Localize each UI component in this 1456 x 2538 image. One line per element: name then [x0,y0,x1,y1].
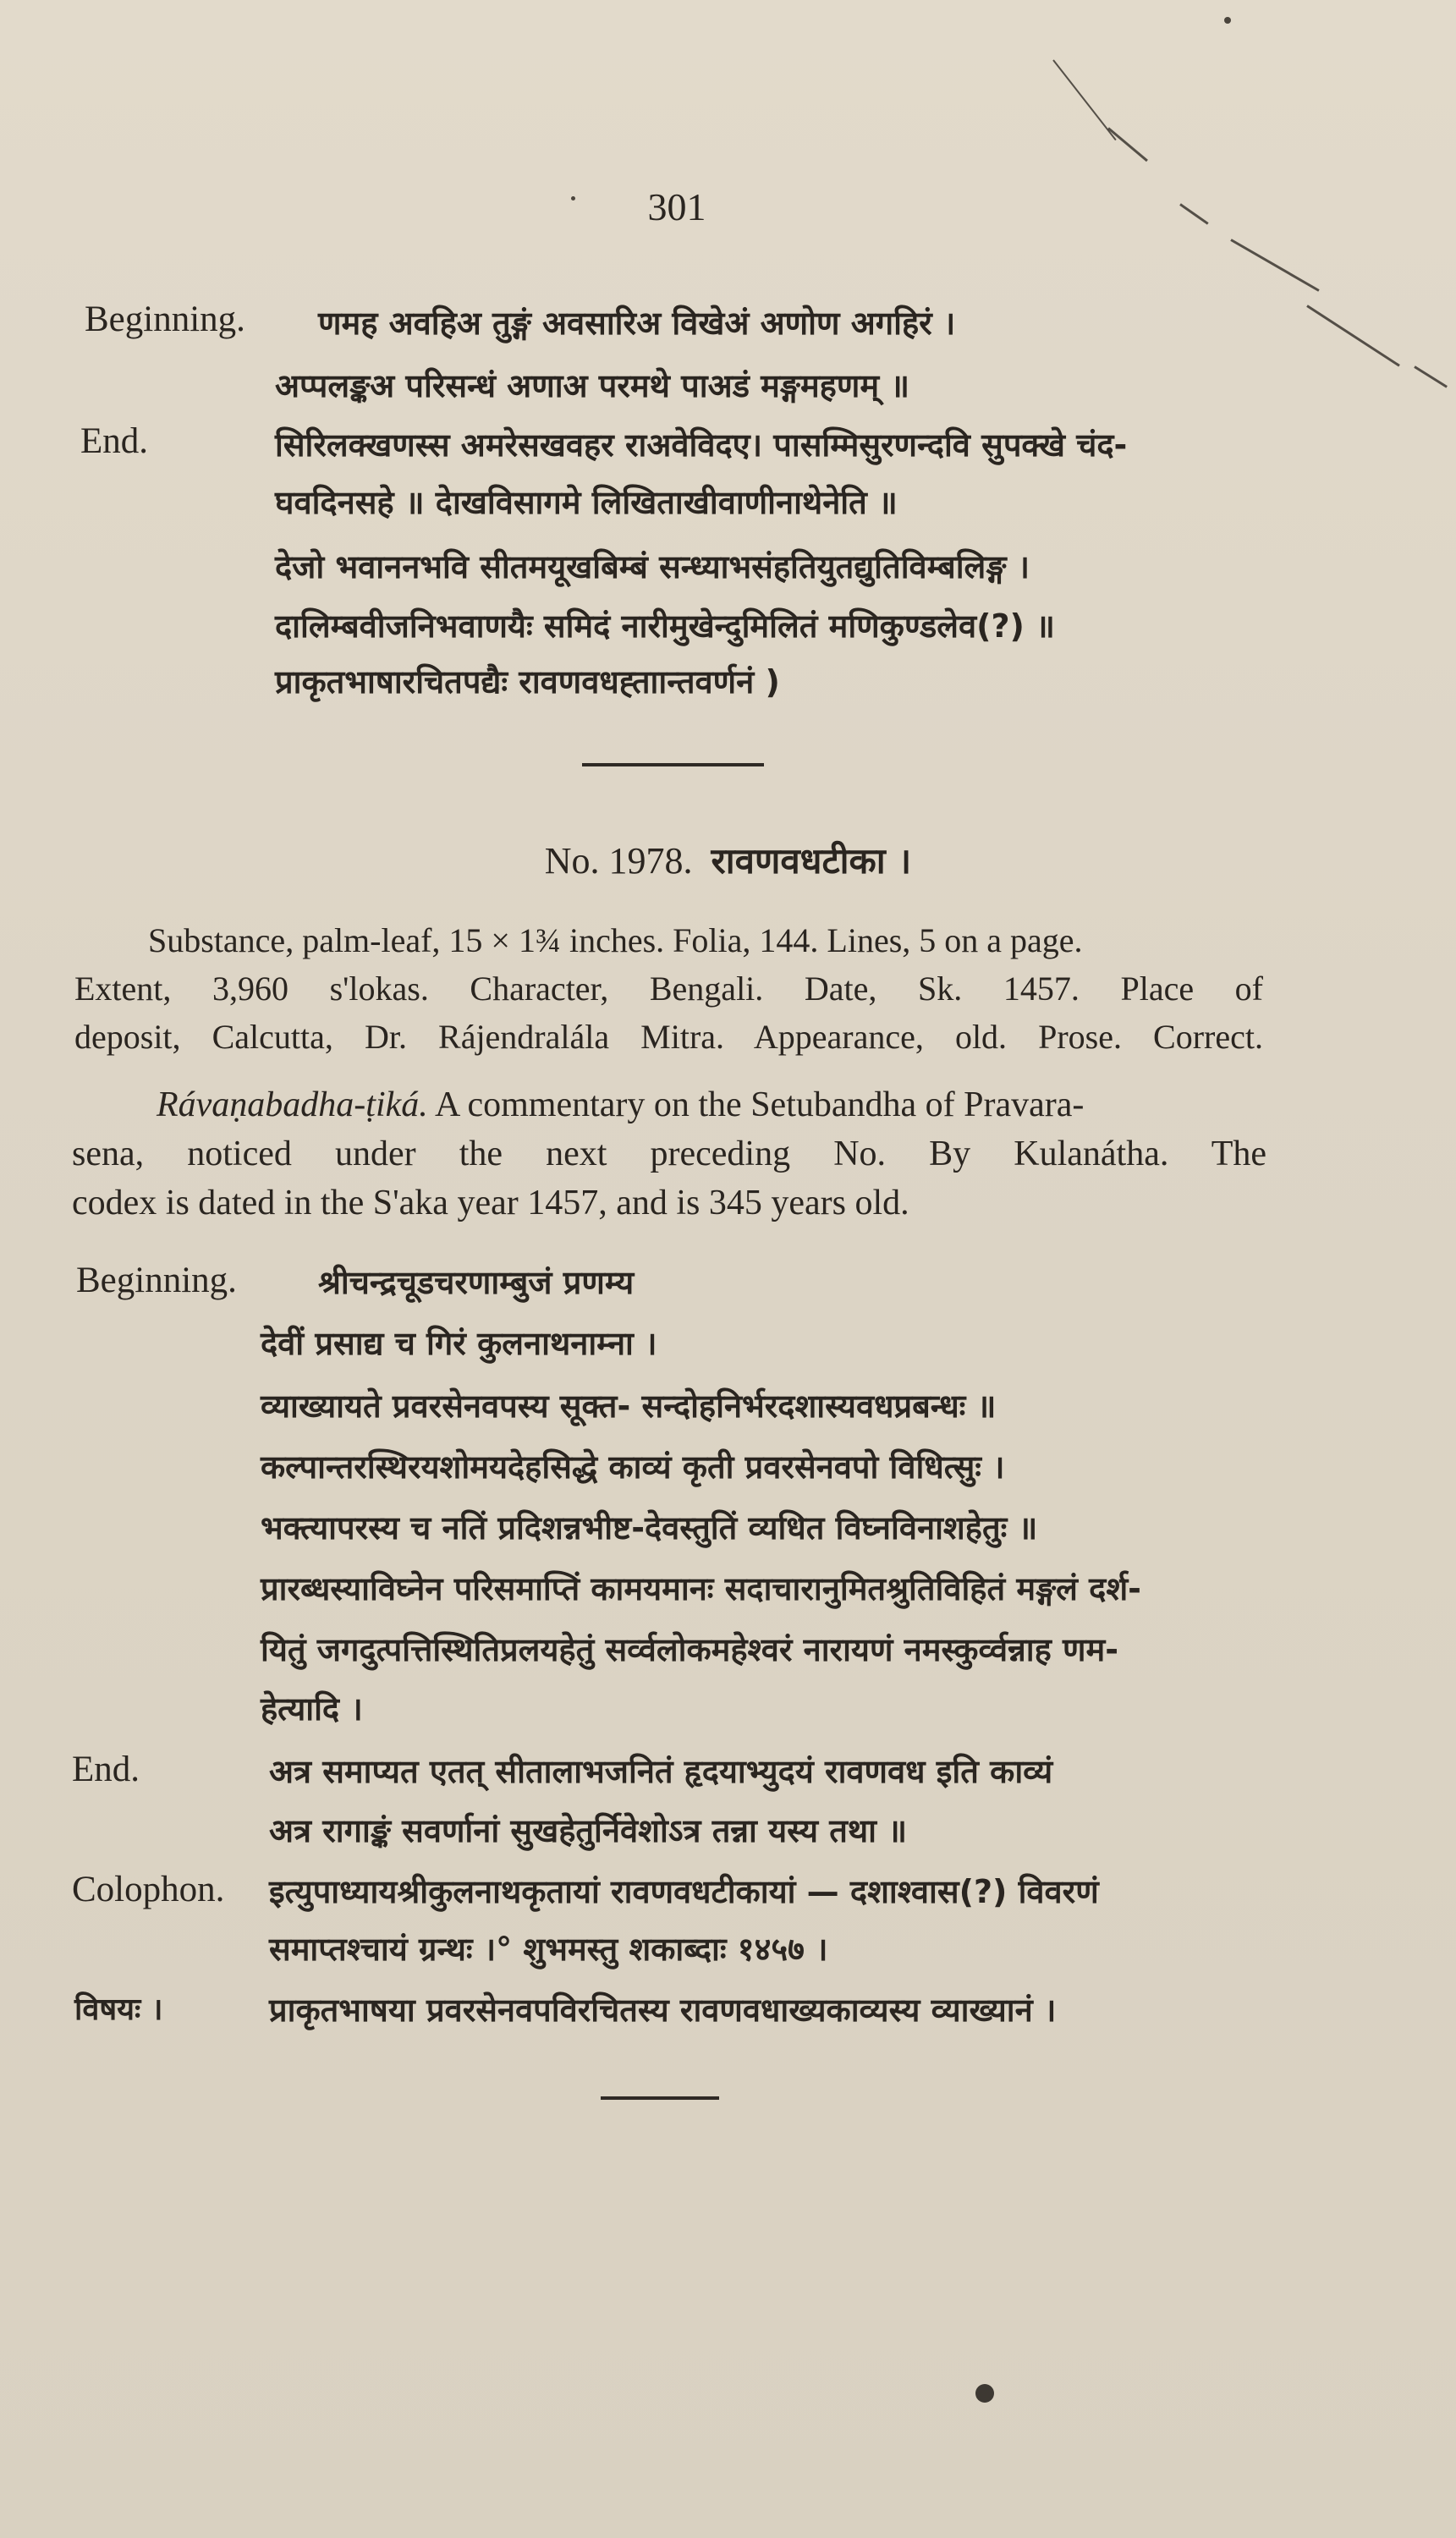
paper-crease-mark [1179,203,1208,224]
end-label: End. [72,1750,140,1789]
colophon-label: Colophon. [72,1870,225,1909]
sanskrit-line: श्रीचन्द्रचूडचरणाम्बुजं प्रणम्य [318,1264,635,1301]
sanskrit-line: घवदिनसहे ॥ देाखविसागमे लिखिताखीवाणीनाथेनेति ॥ [275,484,898,521]
entry-title: रावणवधटीका । [711,840,912,882]
subject-label: विषयः । [74,1992,163,2027]
paper-crease-mark [1414,365,1448,387]
summary-text: A commentary on the Setubandha of Pravara- [427,1085,1085,1124]
entry-heading [0,836,1456,884]
section-divider [601,2096,719,2100]
sanskrit-line: यितुं जगदुत्पत्तिस्थितिप्रलयहेतुं सर्व्वलोकमहेश्वरं नारायणं नमस्कुर्व्वन्नाह णम- [261,1631,1119,1668]
summary-line: sena, noticed under the next preceding No. By Kulanátha. The [72,1134,1266,1173]
ink-spot [571,196,575,201]
sanskrit-line: प्राकृतभाषारचितपद्यैः रावणवधह्ताान्तवर्णनं ) [275,663,780,700]
sanskrit-line: भक्त्यापरस्य च नतिं प्रदिशन्नभीष्ट-देवस्तुतिं व्यधित विघ्नविनाशहेतुः ॥ [261,1509,1038,1546]
sanskrit-line: व्याख्यायते प्रवरसेनवपस्य सूक्त- सन्दोहनिर्भरदशास्यवधप्रबन्धः ॥ [261,1387,997,1425]
entry-number: No. 1978. [544,840,693,882]
sanskrit-line: अत्र समाप्यत एतत् सीतालाभजनितं हृदयाभ्युदयं रावणवध इति काव्यं [269,1753,1053,1790]
description-line: Extent, 3,960 s'lokas. Character, Bengali. Date, Sk. 1457. Place of [74,970,1263,1008]
paper-crease-mark [1306,305,1400,366]
description-line: Substance, palm-leaf, 15 × 1¾ inches. Folia, 144. Lines, 5 on a page. [148,921,1083,959]
beginning-label: Beginning. [85,299,245,339]
sanskrit-line: कल्पान्तरस्थिरयशोमयदेहसिद्धे काव्यं कृती प्रवरसेनवपो विधित्सुः । [261,1448,1005,1486]
sanskrit-line: देजो भवाननभवि सीतमयूखबिम्बं सन्ध्याभसंहतियुतद्युतिविम्बलिङ्ग । [275,548,1030,585]
section-divider [582,763,764,766]
summary-line: codex is dated in the S'aka year 1457, and is 345 years old. [72,1184,909,1222]
page-number: 301 [647,185,706,228]
sanskrit-line: प्रारब्धस्याविघ्नेन परिसमाप्तिं कामयमानः सदाचारानुमितश्रुतिविहितं मङ्गलं दर्श- [261,1570,1141,1607]
sanskrit-line: सिरिलक्खणस्स अमरेसखवहर राअवेविदए। पासम्मिसुरणन्दवि सुपक्खे चंद- [275,426,1128,464]
sanskrit-line: णमह अवहिअ तुङ्गं अवसारिअ विखेअं अणोण अगहिरं । [318,305,956,342]
ink-spot [1224,17,1231,24]
summary-line [157,1081,1084,1129]
sanskrit-line: अप्पलङ्कअ परिसन्धं अणाअ परमथे पाअडं मङ्गमहणम् ॥ [275,367,910,404]
sanskrit-line: प्राकृतभाषया प्रवरसेनवपविरचितस्य रावणवधाख्यकाव्यस्य व्याख्यानं । [269,1991,1057,2029]
paper-crease-mark [1107,127,1148,162]
end-label: End. [80,421,149,461]
sanskrit-line: इत्युपाध्यायश्रीकुलनाथकृतायां रावणवधटीकायां — दशाश्वास(?) विवरणं [269,1873,1099,1910]
beginning-label: Beginning. [76,1261,237,1300]
work-title: Rávaṇabadha-ṭiká. [157,1085,428,1124]
ink-spot [975,2384,994,2403]
sanskrit-line: हेत्यादि । [261,1690,363,1728]
sanskrit-line: दालिम्बवीजनिभवाणयैः समिदं नारीमुखेन्दुमिलितं मणिकुण्डलेव(?) ॥ [275,607,1055,645]
sanskrit-line: अत्र रागाङ्कं सवर्णानां सुखहेतुर्निवेशोऽत्र तन्ना यस्य तथा ॥ [269,1812,907,1849]
sanskrit-line: समाप्तश्चायं ग्रन्थः ।° शुभमस्तु शकाब्दाः १४५७ । [269,1931,828,1968]
sanskrit-line: देवीं प्रसाद्य च गिरं कुलनाथनाम्ना । [261,1325,657,1362]
paper-crease-mark [1230,239,1319,292]
description-line: deposit, Calcutta, Dr. Rájendralála Mitra. Appearance, old. Prose. Correct. [74,1018,1263,1056]
